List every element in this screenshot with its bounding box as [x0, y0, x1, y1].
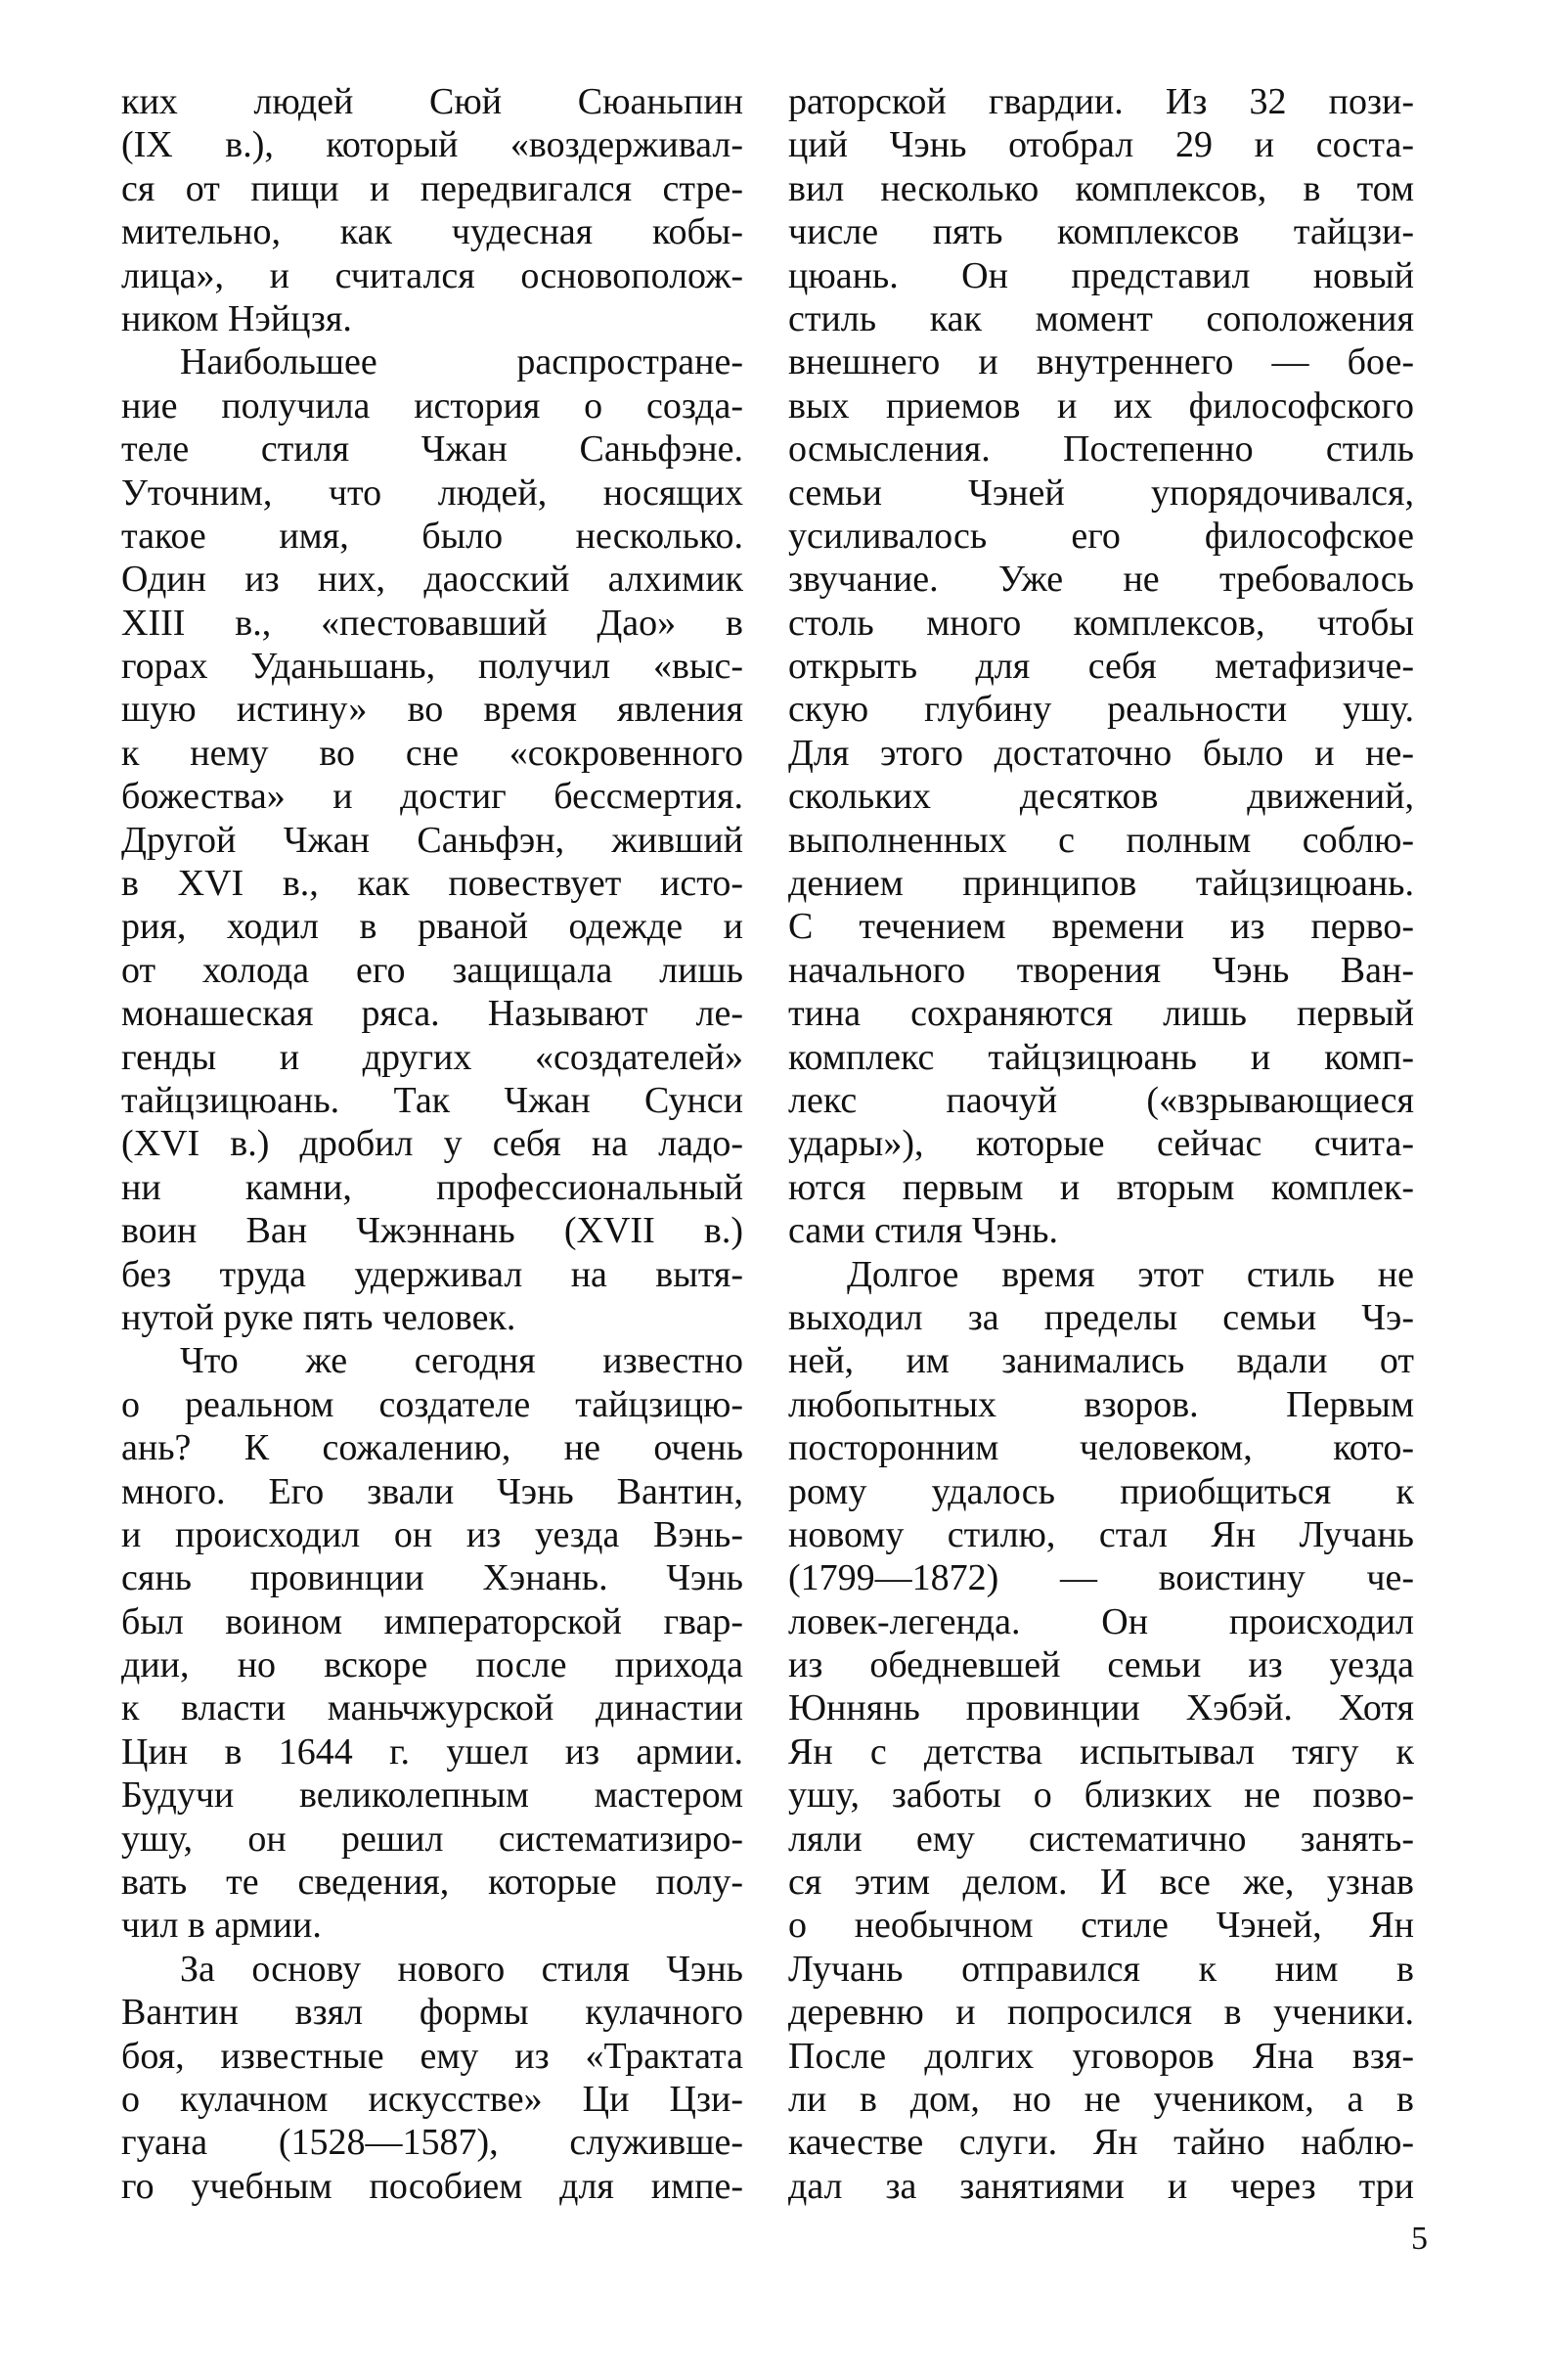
text-line: деревню и попросился в ученики.	[788, 1992, 1414, 2034]
text-line: вать те сведения, которые полу-	[121, 1862, 743, 1904]
text-line: ние получила история о созда-	[121, 384, 743, 427]
text-line: С течением времени из перво-	[788, 906, 1414, 948]
text-line: Юннянь провинции Хэбэй. Хотя	[788, 1687, 1414, 1729]
text-line: Что же сегодня известно	[180, 1340, 743, 1382]
text-line: Будучи великолепным мастером	[121, 1774, 743, 1817]
text-line: числе пять комплексов тайцзи-	[788, 211, 1414, 253]
text-line: После долгих уговоров Яна взя-	[788, 2035, 1414, 2077]
text-line: Вантин взял формы кулачного	[121, 1992, 743, 2034]
text-line: лекс паочуй («взрывающиеся	[788, 1079, 1414, 1121]
text-line: цюань. Он представил новый	[788, 254, 1414, 296]
text-line: Наибольшее распростране-	[180, 341, 743, 383]
page-number: 5	[1411, 2221, 1428, 2257]
text-line: выполненных с полным соблю-	[788, 819, 1414, 861]
text-line: раторской гвардии. Из 32 пози-	[788, 81, 1414, 122]
text-line: ких людей Сюй Сюаньпин	[121, 81, 743, 122]
text-line: усиливалось его философское	[788, 515, 1414, 557]
text-line: в XVI в., как повествует исто-	[121, 863, 743, 905]
text-line: ся этим делом. И все же, узнав	[788, 1862, 1414, 1904]
text-line: удары»), которые сейчас счита-	[788, 1123, 1414, 1165]
text-line: рому удалось приобщиться к	[788, 1470, 1414, 1512]
text-line: гуана (1528—1587), служивше-	[121, 2122, 743, 2164]
text-line: к нему во сне «сокровенного	[121, 732, 743, 774]
text-line: Лучань отправился к ним в	[788, 1948, 1414, 1990]
text-line: ней, им занимались вдали от	[788, 1340, 1414, 1382]
text-line: о реальном создателе тайцзицю-	[121, 1383, 743, 1425]
text-line: XIII в., «пестовавший Дао» в	[121, 602, 743, 644]
text-line: рия, ходил в рваной одежде и	[121, 906, 743, 948]
text-line: дии, но вскоре после прихода	[121, 1644, 743, 1686]
text-line: любопытных взоров. Первым	[788, 1383, 1414, 1425]
text-line: го учебным пособием для импе-	[121, 2165, 743, 2207]
text-line: семьи Чэней упорядочивался,	[788, 472, 1414, 514]
text-line: шую истину» во время явления	[121, 689, 743, 731]
text-line: стиль как момент соположения	[788, 297, 1414, 339]
text-line: Долгое время этот стиль не	[847, 1253, 1414, 1295]
text-line: воин Ван Чжэннань (XVII в.)	[121, 1210, 743, 1252]
text-line: ань? К сожалению, не очень	[121, 1427, 743, 1469]
text-line: осмысления. Постепенно стиль	[788, 428, 1414, 471]
text-line: вил несколько комплексов, в том	[788, 167, 1414, 209]
text-line: сянь провинции Хэнань. Чэнь	[121, 1557, 743, 1599]
text-line: ушу, он решил систематизиро-	[121, 1818, 743, 1860]
text-line: посторонним человеком, кото-	[788, 1427, 1414, 1469]
text-line: от холода его защищала лишь	[121, 949, 743, 991]
text-line: внешнего и внутреннего — бое-	[788, 341, 1414, 383]
text-line: (XVI в.) дробил у себя на ладо-	[121, 1123, 743, 1165]
text-line: Для этого достаточно было и не-	[788, 732, 1414, 774]
text-line: ником Нэйцзя.	[121, 297, 352, 339]
text-line: скую глубину реальности ушу.	[788, 689, 1414, 731]
text-line: За основу нового стиля Чэнь	[180, 1948, 743, 1990]
text-line: ли в дом, но не учеником, а в	[788, 2078, 1414, 2120]
text-line: тина сохраняются лишь первый	[788, 993, 1414, 1035]
text-line: дением принципов тайцзицюань.	[788, 863, 1414, 905]
right-text-column	[788, 80, 1414, 2208]
text-line: столь много комплексов, чтобы	[788, 602, 1414, 644]
text-line: боя, известные ему из «Трактата	[121, 2035, 743, 2077]
text-line: вых приемов и их философского	[788, 384, 1414, 427]
text-line: ций Чэнь отобрал 29 и соста-	[788, 124, 1414, 166]
text-line: Цин в 1644 г. ушел из армии.	[121, 1730, 743, 1773]
left-text-column	[121, 80, 743, 2208]
text-line: начального творения Чэнь Ван-	[788, 949, 1414, 991]
text-line: Уточним, что людей, носящих	[121, 472, 743, 514]
text-line: нутой руке пять человек.	[121, 1296, 516, 1338]
text-line: чил в армии.	[121, 1905, 322, 1947]
text-line: горах Уданьшань, получил «выс-	[121, 646, 743, 688]
text-line: к власти маньчжурской династии	[121, 1687, 743, 1729]
text-line: из обедневшей семьи из уезда	[788, 1644, 1414, 1686]
text-line: ловек-легенда. Он происходил	[788, 1600, 1414, 1642]
text-line: сами стиля Чэнь.	[788, 1210, 1059, 1252]
text-line: ушу, заботы о близких не позво-	[788, 1774, 1414, 1817]
text-line: о кулачном искусстве» Ци Цзи-	[121, 2078, 743, 2120]
text-line: мительно, как чудесная кобы-	[121, 211, 743, 253]
text-line: ляли ему систематично занять-	[788, 1818, 1414, 1860]
text-line: божества» и достиг бессмертия.	[121, 776, 743, 818]
text-line: о необычном стиле Чэней, Ян	[788, 1905, 1414, 1947]
text-line: лица», и считался основополож-	[121, 254, 743, 296]
text-line: скольких десятков движений,	[788, 776, 1414, 818]
text-line: Другой Чжан Саньфэн, живший	[121, 819, 743, 861]
text-line: тайцзицюань. Так Чжан Сунси	[121, 1079, 743, 1121]
text-line: ся от пищи и передвигался стре-	[121, 167, 743, 209]
text-line: (1799—1872) — воистину че-	[788, 1557, 1414, 1599]
text-line: такое имя, было несколько.	[121, 515, 743, 557]
text-line: был воином императорской гвар-	[121, 1600, 743, 1642]
text-line: теле стиля Чжан Саньфэне.	[121, 428, 743, 471]
text-line: новому стилю, стал Ян Лучань	[788, 1513, 1414, 1555]
text-line: качестве слуги. Ян тайно наблю-	[788, 2122, 1414, 2164]
text-line: Один из них, даосский алхимик	[121, 559, 743, 601]
text-line: (IX в.), который «воздерживал-	[121, 124, 743, 166]
text-line: Ян с детства испытывал тягу к	[788, 1730, 1414, 1773]
text-line: монашеская ряса. Называют ле-	[121, 993, 743, 1035]
text-line: ются первым и вторым комплек-	[788, 1166, 1414, 1208]
text-line: генды и других «создателей»	[121, 1036, 743, 1078]
text-line: много. Его звали Чэнь Вантин,	[121, 1470, 743, 1512]
text-line: без труда удерживал на вытя-	[121, 1253, 743, 1295]
text-line: дал за занятиями и через три	[788, 2165, 1414, 2207]
text-line: и происходил он из уезда Вэнь-	[121, 1513, 743, 1555]
text-line: ни камни, профессиональный	[121, 1166, 743, 1208]
text-line: комплекс тайцзицюань и комп-	[788, 1036, 1414, 1078]
text-line: открыть для себя метафизиче-	[788, 646, 1414, 688]
text-line: звучание. Уже не требовалось	[788, 559, 1414, 601]
text-line: выходил за пределы семьи Чэ-	[788, 1296, 1414, 1338]
